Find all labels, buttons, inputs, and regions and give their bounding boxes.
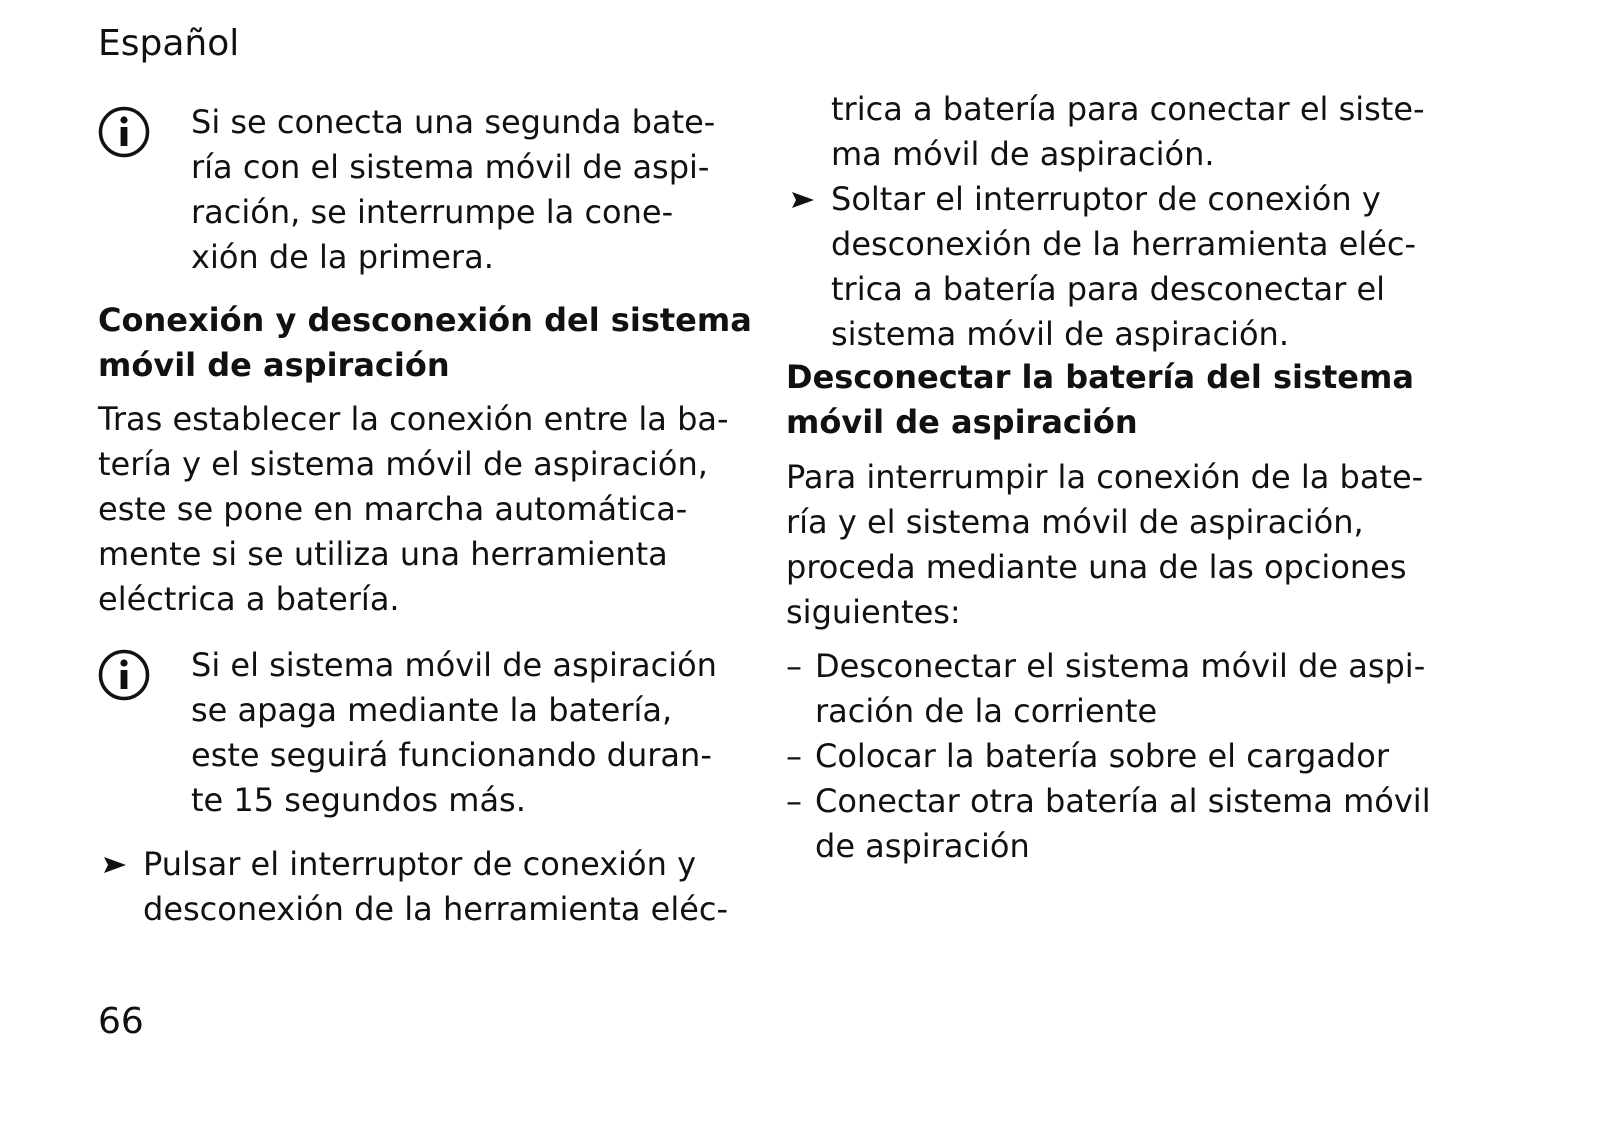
- dash-bullet: –: [786, 647, 802, 685]
- text-line: siguientes:: [786, 593, 961, 631]
- text-line: Para interrumpir la conexión de la bate-: [786, 458, 1424, 496]
- text-line: Conectar otra batería al sistema móvil: [815, 782, 1431, 820]
- arrow-right-icon: [104, 857, 126, 873]
- option-text-3: [815, 779, 1431, 869]
- text-line: ría con el sistema móvil de aspi-: [191, 148, 710, 186]
- text-line: ración de la corriente: [815, 692, 1158, 730]
- section-heading-connect: [98, 298, 752, 388]
- text-line: Pulsar el interruptor de conexión y: [143, 845, 697, 883]
- heading-line: Conexión y desconexión del sistema: [98, 301, 752, 339]
- text-line: trica a batería para conectar el siste-: [831, 90, 1425, 128]
- paragraph-connect: [98, 397, 729, 622]
- heading-line: Desconectar la batería del sistema: [786, 358, 1414, 396]
- notice-text-1: [191, 100, 715, 280]
- heading-line: móvil de aspiración: [786, 403, 1138, 441]
- text-line: eléctrica a batería.: [98, 580, 400, 618]
- step-text-1: [143, 842, 728, 932]
- step-text-2: [831, 177, 1416, 357]
- text-line: xión de la primera.: [191, 238, 494, 276]
- text-line: ría y el sistema móvil de aspiración,: [786, 503, 1364, 541]
- notice-text-2: [191, 643, 717, 823]
- text-line: ma móvil de aspiración.: [831, 135, 1215, 173]
- info-icon: [98, 649, 150, 701]
- text-line: de aspiración: [815, 827, 1030, 865]
- text-line: desconexión de la herramienta eléc-: [143, 890, 729, 928]
- text-line: Colocar la batería sobre el cargador: [815, 737, 1389, 775]
- text-line: mente si se utiliza una herramienta: [98, 535, 668, 573]
- paragraph-disconnect: [786, 455, 1423, 635]
- text-line: desconexión de la herramienta eléc-: [831, 225, 1417, 263]
- heading-line: móvil de aspiración: [98, 346, 450, 384]
- text-line: tería y el sistema móvil de aspiración,: [98, 445, 708, 483]
- page-number: 66: [98, 1001, 144, 1042]
- arrow-right-icon: [792, 192, 814, 208]
- option-text-1: [815, 644, 1425, 734]
- text-line: Si se conecta una segunda bate-: [191, 103, 716, 141]
- step-text-1-continued: [831, 87, 1425, 177]
- text-line: sistema móvil de aspiración.: [831, 315, 1289, 353]
- text-line: este seguirá funcionando duran-: [191, 736, 712, 774]
- text-line: te 15 segundos más.: [191, 781, 526, 819]
- info-icon: [98, 106, 150, 158]
- text-line: se apaga mediante la batería,: [191, 691, 673, 729]
- text-line: Soltar el interruptor de conexión y: [831, 180, 1381, 218]
- text-line: ración, se interrumpe la cone-: [191, 193, 674, 231]
- text-line: Tras establecer la conexión entre la ba-: [98, 400, 729, 438]
- section-heading-disconnect: [786, 355, 1414, 445]
- option-text-2: [815, 734, 1389, 779]
- text-line: este se pone en marcha automática-: [98, 490, 688, 528]
- dash-bullet: –: [786, 737, 802, 775]
- text-line: proceda mediante una de las opciones: [786, 548, 1407, 586]
- text-line: trica a batería para desconectar el: [831, 270, 1386, 308]
- text-line: Si el sistema móvil de aspiración: [191, 646, 717, 684]
- page-header-language: Español: [98, 23, 240, 64]
- dash-bullet: –: [786, 782, 802, 820]
- text-line: Desconectar el sistema móvil de aspi-: [815, 647, 1426, 685]
